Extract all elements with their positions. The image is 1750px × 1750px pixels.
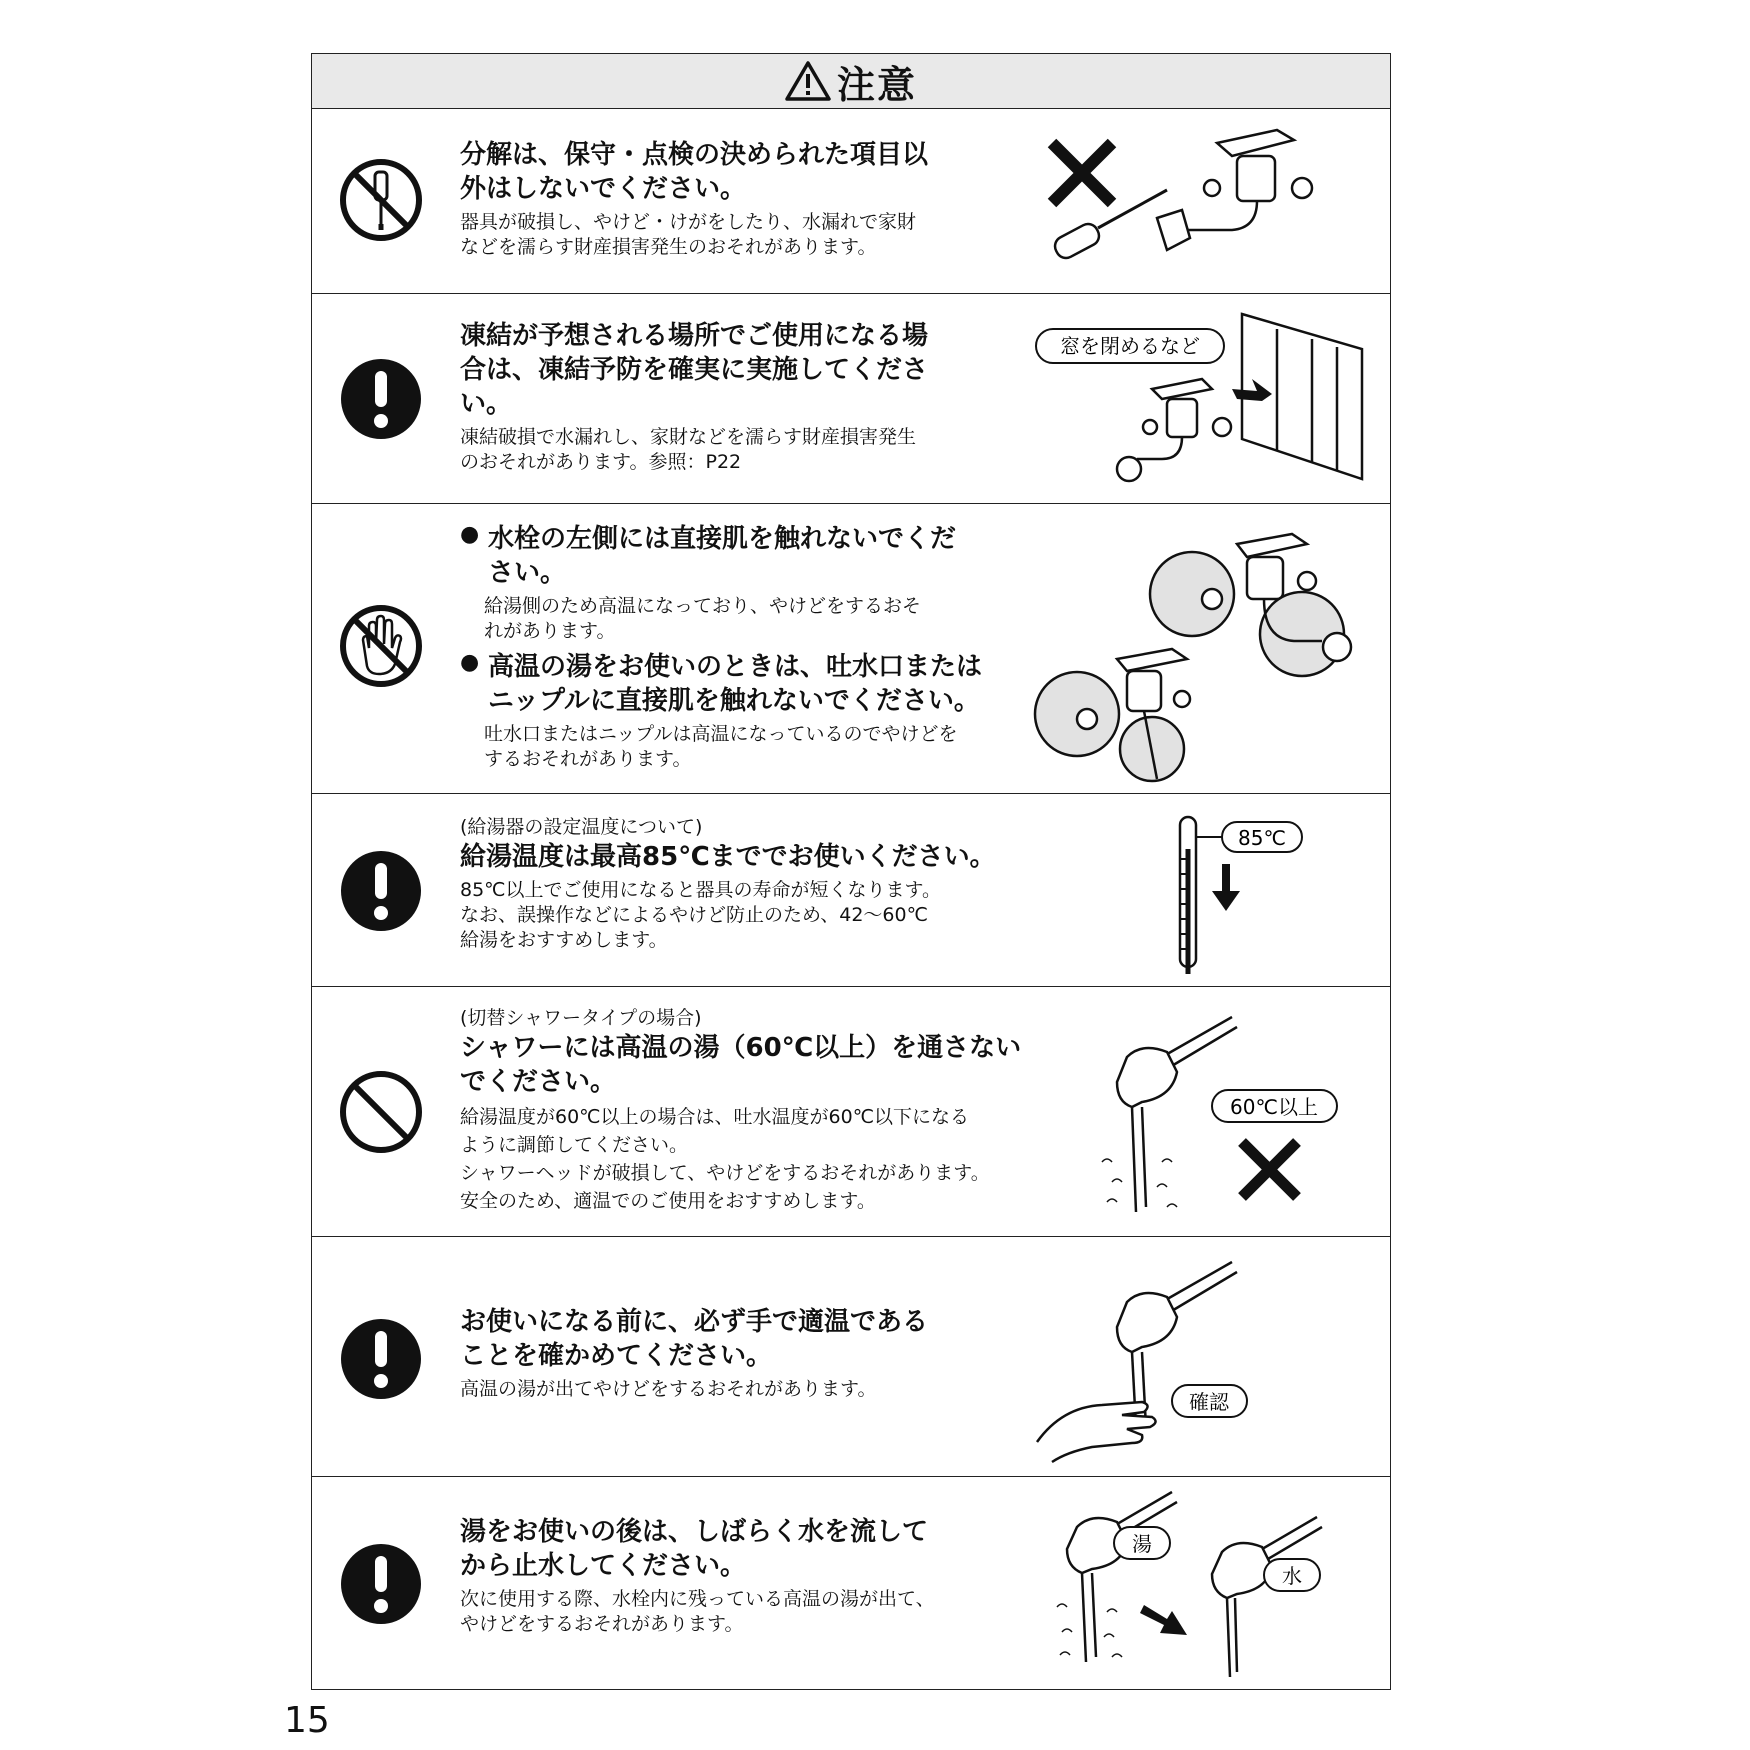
row-heading-line: でください。 <box>460 1067 617 1097</box>
row-body-line: シャワーヘッドが破損して、やけどをするおそれがあります。 <box>460 1162 990 1184</box>
row-body-line: れがあります。 <box>484 620 616 642</box>
row-body-line: なお、誤操作などによるやけど防止のため、42〜60℃ <box>460 904 928 926</box>
row-preface: (切替シャワータイプの場合) <box>460 1007 702 1029</box>
row-body-line: 85℃以上でご使用になると器具の寿命が短くなります。 <box>460 879 941 901</box>
hand-icon <box>1037 1402 1156 1462</box>
row-heading-line: お使いになる前に、必ず手で適温である <box>460 1307 929 1337</box>
prohibited-disassembly-icon <box>339 158 423 242</box>
row-body-line: のおそれがあります。参照：P22 <box>460 451 742 473</box>
caution-row-shower <box>312 987 1390 1237</box>
row-text <box>460 319 1020 475</box>
row-body-line: 給湯をおすすめします。 <box>460 929 668 951</box>
caution-row-disassembly <box>312 108 1390 294</box>
arrow-icon <box>1140 1605 1187 1635</box>
row-text <box>460 138 1020 260</box>
mandatory-icon <box>339 1317 423 1401</box>
row-text <box>460 1305 1020 1402</box>
window-faucet-illustration <box>1032 309 1382 489</box>
no-touch-icon <box>339 604 423 688</box>
page-number: 15 <box>284 1700 330 1741</box>
faucet-icon <box>1157 130 1312 250</box>
prohibited-icon <box>339 1070 423 1154</box>
hot-then-cold-illustration <box>1032 1487 1382 1682</box>
down-arrow-icon <box>1212 864 1240 911</box>
thermometer-icon <box>1180 817 1196 974</box>
row-body-line: 吐水口またはニップルは高温になっているのでやけどを <box>484 723 958 745</box>
row-text <box>460 522 1060 772</box>
faucet-icon <box>1035 649 1190 781</box>
warning-triangle-icon <box>785 60 831 102</box>
bullet-body <box>460 722 1060 772</box>
mandatory-icon <box>339 849 423 933</box>
bullet-body <box>460 594 1060 644</box>
hot-callout: 湯 <box>1132 1532 1152 1556</box>
row-heading-line: 給湯温度は最高85℃まででお使いください。 <box>460 842 996 872</box>
caution-row-check-temperature <box>312 1237 1390 1477</box>
row-heading-line: 高温の湯をお使いのときは、吐水口または <box>488 652 983 682</box>
row-preface: (給湯器の設定温度について) <box>460 816 703 838</box>
header-title-group <box>785 54 917 109</box>
caution-row-no-touch <box>312 504 1390 794</box>
thermometer-illustration <box>1032 809 1382 979</box>
header-title: 注意 <box>836 62 917 107</box>
caution-header <box>312 54 1390 109</box>
row-heading-line: ニップルに直接肌を触れないでください。 <box>488 686 980 716</box>
bullet-dot: ● <box>460 522 480 547</box>
steam-icon <box>1057 1604 1122 1657</box>
row-text <box>460 814 1060 953</box>
row-body-line: ように調節してください。 <box>460 1134 689 1156</box>
row-body-line: するおそれがあります。 <box>484 748 692 770</box>
row-text <box>460 1005 1060 1215</box>
bullet-dot: ● <box>460 650 480 675</box>
mandatory-icon <box>339 1542 423 1626</box>
temperature-callout: 85℃ <box>1238 826 1286 850</box>
row-text <box>460 1515 1020 1637</box>
row-body-line: 高温の湯が出てやけどをするおそれがあります。 <box>460 1378 877 1400</box>
row-heading-line: 湯をお使いの後は、しばらく水を流して <box>460 1517 929 1547</box>
caution-row-flush-water <box>312 1477 1390 1691</box>
steam-icon <box>1102 1159 1177 1207</box>
row-heading-line: 合は、凍結予防を確実に実施してくださ <box>460 355 929 385</box>
row-heading-line: 凍結が予想される場所でご使用になる場 <box>460 321 929 351</box>
shower-temp-callout: 60℃以上 <box>1230 1095 1318 1119</box>
row-body-line: 給湯温度が60℃以上の場合は、吐水温度が60℃以下になる <box>460 1106 970 1128</box>
row-heading-line: から止水してください。 <box>460 1551 747 1581</box>
row-body-line: 器具が破損し、やけど・けがをしたり、水漏れで家財 <box>460 211 917 233</box>
shower-head-icon <box>1067 1492 1177 1662</box>
shower-head-icon <box>1212 1517 1322 1677</box>
row-body-line: 凍結破損で水漏れし、家財などを濡らす財産損害発生 <box>460 426 917 448</box>
check-callout: 確認 <box>1189 1390 1229 1414</box>
bullet-item <box>460 650 1060 718</box>
caution-row-freezing <box>312 294 1390 504</box>
row-body-line: 次に使用する際、水栓内に残っている高温の湯が出て、 <box>460 1588 935 1610</box>
cold-callout: 水 <box>1282 1564 1302 1588</box>
window-callout: 窓を閉めるなど <box>1060 334 1200 358</box>
caution-panel <box>311 53 1391 1690</box>
faucet-icon <box>1117 379 1231 481</box>
shower-head-illustration <box>1032 1012 1382 1227</box>
row-heading-line: 分解は、保守・点検の決められた項目以 <box>460 140 929 170</box>
hot-faucet-illustration <box>1032 519 1382 784</box>
row-heading-line: い。 <box>460 389 513 419</box>
mandatory-icon <box>339 357 423 441</box>
screwdriver-faucet-illustration <box>1032 118 1382 288</box>
row-heading-line: ことを確かめてください。 <box>460 1341 773 1371</box>
row-heading-line: さい。 <box>488 558 567 588</box>
row-body-line: やけどをするおそれがあります。 <box>460 1613 744 1635</box>
row-heading-line: 水栓の左側には直接肌を触れないでくだ <box>488 524 957 554</box>
caution-row-temperature <box>312 794 1390 987</box>
row-heading-line: 外はしないでください。 <box>460 174 747 204</box>
row-heading-line: シャワーには高温の湯（60℃以上）を通さない <box>460 1033 1022 1063</box>
row-body-line: 給湯側のため高温になっており、やけどをするおそ <box>484 595 922 617</box>
hand-check-illustration <box>1032 1257 1382 1467</box>
bullet-item <box>460 522 1060 590</box>
row-body-line: などを濡らす財産損害発生のおそれがあります。 <box>460 236 877 258</box>
row-body-line: 安全のため、適温でのご使用をおすすめします。 <box>460 1190 876 1212</box>
